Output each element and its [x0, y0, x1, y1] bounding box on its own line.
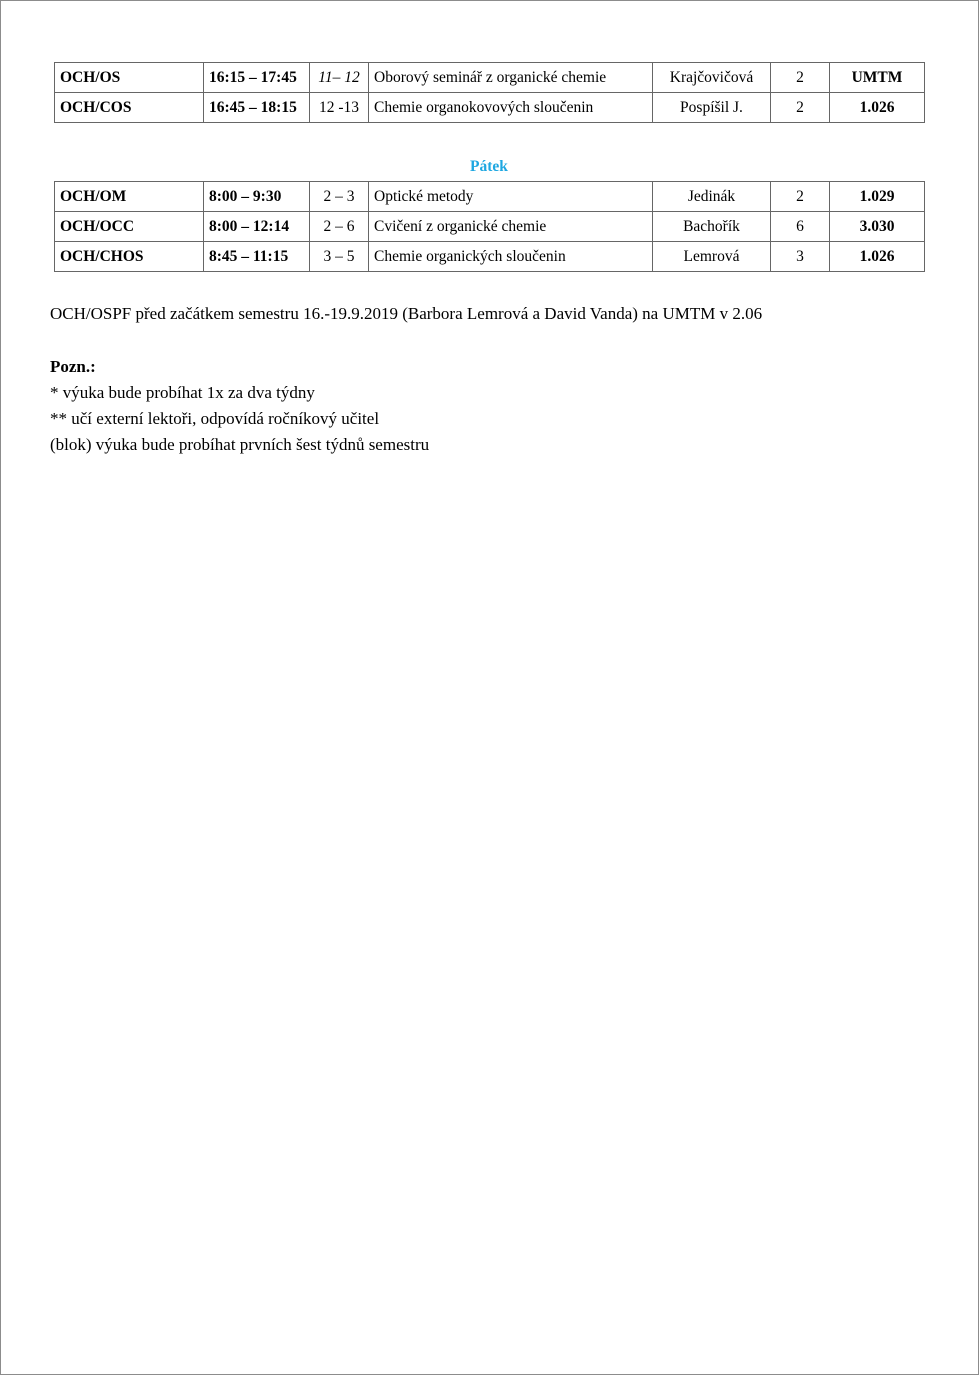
table-row — [55, 242, 925, 272]
course-room: UMTM — [830, 63, 925, 93]
course-weeks: 11– 12 — [310, 63, 369, 93]
schedule-table-top — [54, 62, 925, 123]
course-code: OCH/OCC — [55, 212, 204, 242]
note-line: (blok) výuka bude probíhat prvních šest týdnů semestru — [50, 435, 430, 454]
course-code: OCH/OS — [55, 63, 204, 93]
course-teacher: Lemrová — [653, 242, 771, 272]
course-room: 3.030 — [830, 212, 925, 242]
course-code: OCH/OM — [55, 182, 204, 212]
day-heading-friday: Pátek — [470, 158, 508, 175]
course-weeks: 12 -13 — [310, 93, 369, 123]
schedule-table-friday — [54, 181, 925, 272]
course-hours: 2 — [771, 93, 830, 123]
course-teacher: Jedinák — [653, 182, 771, 212]
course-hours: 3 — [771, 242, 830, 272]
course-hours: 6 — [771, 212, 830, 242]
course-weeks: 2 – 6 — [310, 212, 369, 242]
course-name: Optické metody — [369, 182, 653, 212]
table-row — [55, 93, 925, 123]
note-line: * výuka bude probíhat 1x za dva týdny — [50, 383, 315, 402]
table-row — [55, 182, 925, 212]
course-teacher: Krajčovičová — [653, 63, 771, 93]
course-weeks: 2 – 3 — [310, 182, 369, 212]
course-name: Oborový seminář z organické chemie — [369, 63, 653, 93]
course-teacher: Bachořík — [653, 212, 771, 242]
note-line: ** učí externí lektoři, odpovídá ročníkový učitel — [50, 409, 380, 428]
ospf-note: OCH/OSPF před začátkem semestru 16.-19.9.2019 (Barbora Lemrová a David Vanda) na UMTM v 2.06 — [50, 304, 763, 323]
course-hours: 2 — [771, 63, 830, 93]
table-row — [55, 212, 925, 242]
course-time: 16:45 – 18:15 — [204, 93, 310, 123]
course-room: 1.029 — [830, 182, 925, 212]
course-time: 8:45 – 11:15 — [204, 242, 310, 272]
course-name: Chemie organokovových sloučenin — [369, 93, 653, 123]
course-time: 8:00 – 12:14 — [204, 212, 310, 242]
course-code: OCH/CHOS — [55, 242, 204, 272]
course-code: OCH/COS — [55, 93, 204, 123]
course-name: Cvičení z organické chemie — [369, 212, 653, 242]
table-row — [55, 63, 925, 93]
course-name: Chemie organických sloučenin — [369, 242, 653, 272]
course-room: 1.026 — [830, 93, 925, 123]
course-room: 1.026 — [830, 242, 925, 272]
course-time: 8:00 – 9:30 — [204, 182, 310, 212]
course-hours: 2 — [771, 182, 830, 212]
notes-title: Pozn.: — [50, 357, 96, 376]
course-teacher: Pospíšil J. — [653, 93, 771, 123]
course-weeks: 3 – 5 — [310, 242, 369, 272]
course-time: 16:15 – 17:45 — [204, 63, 310, 93]
